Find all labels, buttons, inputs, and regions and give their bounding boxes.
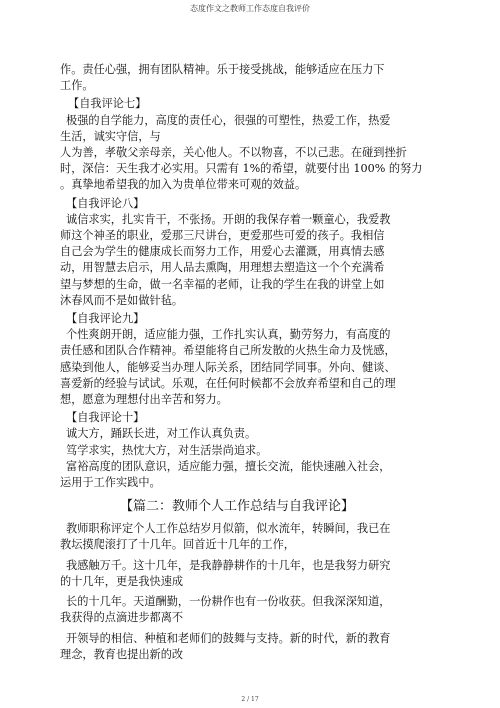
text-line: 诚信求实，扎实肯干，不张扬。开朗的我保存着一颗童心，我爱教: [66, 212, 391, 226]
chapter-heading: 【篇二：教师个人工作总结与自我评论】: [120, 499, 355, 515]
text-line: 责任感和团队合作精神。希望能将自己所发散的火热生命力及恍感，: [60, 344, 396, 358]
page-header: 态度作文之教师工作态度自我评价: [190, 4, 310, 13]
text-line: 动，用智慧去启示，用人品去熏陶，用理想去塑造这一个个充满希: [60, 261, 385, 275]
text-line: 运用于工作实践中。: [60, 476, 161, 490]
text-line: 笃学求实，热忱大方，对生活崇尚追求。: [66, 443, 268, 457]
section-heading: 【自我评论九】: [66, 312, 145, 326]
text-line: 开领导的相信、种植和老师们的鼓舞与支持。新的时代，新的教育: [66, 631, 391, 645]
text-line: 生活，诚实守信，与: [60, 129, 161, 143]
text-line: 个性爽朗开朗，适应能力强，工作扎实认真，勤劳努力，有高度的: [66, 328, 391, 342]
document-body: [60, 62, 445, 663]
text-line: 我获得的点滴进步都离不: [60, 611, 184, 625]
text-line: 我感触万千。这十几年，是我静静耕作的十几年，也是我努力研究: [66, 558, 391, 572]
text-line: 富裕高度的团队意识，适应能力强，擅长交流，能快速融入社会，: [66, 459, 391, 473]
text-line: 极强的自学能力，高度的责任心，很强的可塑性，热爱工作，热爱: [66, 113, 391, 127]
text-line: 的十几年，更是我快速成: [60, 574, 184, 588]
text-line: 作。责任心强，拥有团队精神。乐于接受挑战，能够适应在压力下: [60, 63, 385, 76]
section-heading: 【自我评论十】: [66, 411, 145, 425]
text-line: 教坛摸爬滚打了十几年。回首近十几年的工作，: [60, 538, 295, 552]
text-line: 师这个神圣的职业，爱那三尺讲台，更爱那些可爱的孩子。我相信: [60, 229, 385, 243]
text-line: 长的十几年。天道酬勤，一份耕作也有一份收获。但我深深知道，: [66, 595, 391, 609]
page-number: 2 / 17: [241, 696, 259, 703]
text-line: 望与梦想的生命，做一名幸福的老师，让我的学生在我的讲堂上如: [60, 277, 385, 291]
text-line: 。真挚地希望我的加入为贵单位带来可观的效益。: [60, 178, 307, 192]
section-heading: 【自我评论七】: [68, 97, 147, 111]
text-line: 理念，教育也提出新的改: [60, 647, 184, 661]
text-line: 教师职称评定个人工作总结岁月似箭，似水流年，转瞬间，我已在: [66, 522, 391, 536]
text-line: 自己会为学生的健康成长而努力工作，用爱心去灌溉，用真情去感: [60, 245, 385, 259]
text-line: 喜爱新的经验与试试。乐观，在任何时候都不会放弃希望和自己的理: [60, 376, 396, 390]
text-line: 人为善，孝敬父亲母亲，关心他人。不以物喜，不以己悲。在碰到挫折: [60, 146, 407, 160]
text-line: 感染到他人，能够妥当办理人际关系，团结同学同事。外向、健谈、: [60, 360, 396, 374]
text-line: 沐春风而不是如做针毡。: [60, 293, 184, 307]
text-line: 时，深信：天生我才必实用。只需有 1%的希望，就要付出 100% 的努力: [60, 162, 423, 176]
text-line: 想，愿意为理想付出辛苦和努力。: [60, 393, 228, 407]
section-heading: 【自我评论八】: [66, 196, 145, 210]
text-line: 工作。: [60, 79, 94, 93]
text-line: 诚大方，踊跃长进，对工作认真负责。: [66, 427, 257, 441]
